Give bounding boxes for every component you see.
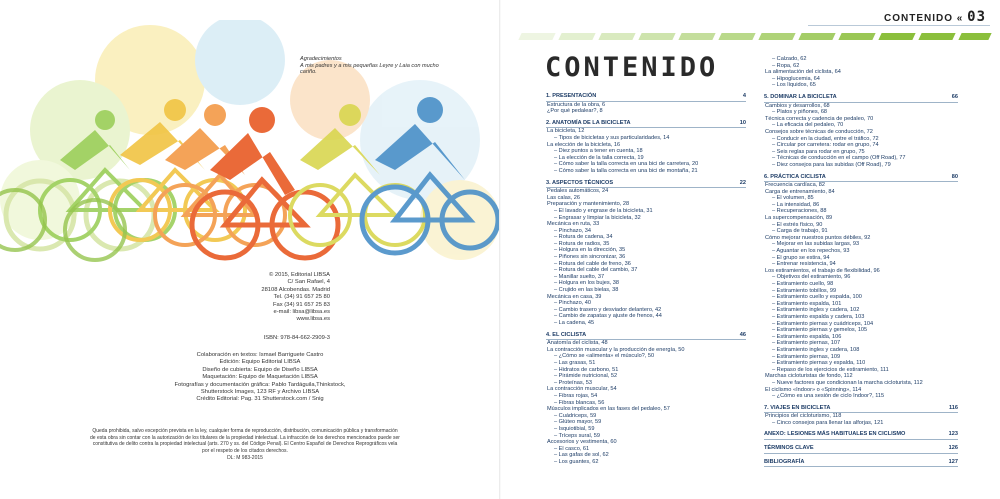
toc-section-heading	[764, 431, 958, 440]
header-separator: «	[956, 13, 964, 24]
toc-subentry: – Tipos de bicicletas y sus particularidades, 14	[546, 135, 746, 142]
toc-section-heading	[764, 405, 958, 414]
legal-notice	[90, 428, 400, 462]
toc-section-title: 6. PRÁCTICA CICLISTA	[764, 173, 826, 180]
toc-subentry: – Holgura en la dirección, 35	[546, 247, 746, 254]
running-header	[884, 9, 986, 25]
toc-column-2	[764, 56, 958, 467]
toc-entry: Mecánica en casa, 39	[547, 293, 602, 300]
toc-section-heading	[764, 174, 958, 183]
toc-subentry: – Glúteo mayor, 59	[546, 419, 746, 426]
isbn: ISBN: 978-84-662-2909-3	[263, 335, 330, 341]
credit-line: Diseño de cubierta: Equipo de Diseño LIBSA	[202, 366, 318, 373]
toc-subentry: – Cambio de zapatas y ajuste de frenos, 44	[546, 313, 746, 320]
toc-subentry: – Crujido en las bielas, 38	[546, 287, 746, 294]
toc-entry: Consejos sobre técnicas de conducción, 72	[765, 128, 873, 135]
toc-section-title: TÉRMINOS CLAVE	[764, 445, 814, 452]
toc-subentry: – Entrenar resistencia, 94	[764, 261, 958, 268]
toc-subentry: – Pinchazo, 34	[546, 228, 746, 235]
dedication	[300, 56, 450, 76]
toc-subentry: – La elección de la talla correcta, 19	[546, 155, 746, 162]
toc-subentry: – El estrés físico, 90	[764, 222, 958, 229]
toc-section-heading	[546, 93, 746, 102]
imprint-line: © 2015, Editorial LIBSA	[269, 272, 330, 278]
imprint-line: Tel. (34) 91 657 25 80	[273, 294, 330, 301]
toc-subentry: – Estiramiento espalda, 106	[764, 334, 958, 341]
toc-section-page: 22	[739, 179, 746, 186]
header-band-segment	[638, 33, 675, 40]
toc-entry: La bicicleta, 12	[547, 128, 585, 135]
credit-line: Edición: Equipo Editorial LIBSA	[219, 359, 301, 366]
toc-section-page: 46	[739, 331, 746, 338]
toc-subentry: – Recuperaciones, 88	[764, 208, 958, 215]
toc-entry: Técnica correcta y cadencia de pedaleo, 70	[765, 115, 874, 122]
toc-entry: Principios del cicloturismo, 118	[765, 413, 842, 420]
toc-section-title: 2. ANATOMÍA DE LA BICICLETA	[546, 119, 631, 126]
header-label: CONTENIDO	[884, 13, 954, 24]
toc-section-title: 4. EL CICLISTA	[546, 331, 587, 338]
toc-subentry: – Fibras rojas, 54	[546, 393, 746, 400]
toc-subentry: – Rotura de cadena, 34	[546, 234, 746, 241]
toc-section-heading	[546, 332, 746, 341]
toc-entry: Estructura de la obra, 6	[547, 101, 606, 108]
credit-line: Shutterstock Images, 123 RF y Archivo LIBSA	[200, 389, 320, 396]
header-band-segment	[758, 33, 795, 40]
toc-subentry: – Hidratos de carbono, 51	[546, 367, 746, 374]
toc-subentry: – Estiramiento ingles y cadera, 102	[764, 307, 958, 314]
toc-subentry: – Holgura en los bujes, 38	[546, 280, 746, 287]
toc-section-heading	[764, 459, 958, 468]
legal-dl: DL: M 983-2015	[227, 454, 263, 461]
toc-entry: Músculos implicados en las fases del pedaleo, 57	[547, 406, 670, 413]
toc-section-heading	[764, 445, 958, 454]
toc-section-page: 126	[948, 445, 958, 452]
toc-entry: Carga de entrenamiento, 84	[765, 188, 835, 195]
toc-section-title: BIBLIOGRAFÍA	[764, 458, 805, 465]
toc-entry: La contracción muscular, 54	[547, 386, 617, 393]
toc-subentry: – Estiramiento piernas, 109	[764, 354, 958, 361]
toc-column-1	[546, 93, 746, 465]
toc-section-title: 1. PRESENTACIÓN	[546, 93, 597, 99]
imprint-line: e-mail: libsa@libsa.es	[273, 309, 330, 316]
header-band-segment	[518, 33, 555, 40]
toc-subentry: – El lavado y engrase de la bicicleta, 31	[546, 208, 746, 215]
toc-section-title: ANEXO: LESIONES MÁS HABITUALES EN CICLISMO	[764, 431, 906, 438]
toc-entry: Las calas, 26	[547, 194, 580, 201]
toc-subentry: – Pinchazo, 40	[546, 300, 746, 307]
right-page	[500, 0, 1000, 499]
toc-subentry: – Estiramiento piernas y gemelos, 105	[764, 327, 958, 334]
toc-entry: El ciclismo «Indoor» o «Spinning», 114	[765, 386, 862, 393]
toc-subentry: – Estiramiento piernas y espalda, 110	[764, 360, 958, 367]
toc-subentry: – Pirámide nutricional, 52	[546, 373, 746, 380]
toc-subentry: – Las grasas, 51	[546, 360, 746, 367]
toc-subentry: – Nueve factores que condicionan la marcha cicloturista, 112	[764, 380, 958, 387]
toc-subentry: – El casco, 61	[546, 446, 746, 453]
toc-section-page: 116	[948, 404, 958, 411]
toc-section-page: 80	[951, 173, 958, 180]
toc-subentry: – La cadena, 45	[546, 320, 746, 327]
toc-entry: La contracción muscular y la producción de energía, 50	[547, 346, 685, 353]
toc-entry: Marchas cicloturistas de fondo, 112	[765, 373, 853, 380]
toc-subentry: – Cómo saber la talla correcta en una bici de montaña, 21	[546, 168, 746, 175]
toc-subentry: – Fibras blancas, 56	[546, 400, 746, 407]
toc-subentry: – Cuádriceps, 59	[546, 413, 746, 420]
toc-subentry: – ¿Cómo es una sesión de ciclo Indoor?, 115	[764, 393, 958, 400]
toc-subentry: – ¿Cómo se «alimenta» el músculo?, 50	[546, 353, 746, 360]
toc-subentry: – Diez puntos a tener en cuenta, 18	[546, 148, 746, 155]
toc-subentry: – Los líquidos, 65	[764, 82, 958, 89]
toc-entry: Mecánica en ruta, 33	[547, 221, 600, 228]
toc-entry: ¿Por qué pedalear?, 8	[547, 108, 603, 115]
toc-subentry: – Rotura del cable del cambio, 37	[546, 267, 746, 274]
header-band-segment	[678, 33, 715, 40]
header-band-segment	[838, 33, 875, 40]
toc-subentry: – Isquiotibial, 59	[546, 426, 746, 433]
toc-subentry: – Estiramiento espalda y cadera, 103	[764, 314, 958, 321]
toc-subentry: – Circular por carretera: rodar en grupo, 74	[764, 142, 958, 149]
credit-line: Colaboración en textos: Ismael Barriguete Castro	[196, 352, 324, 358]
toc-subentry: – El grupo se estira, 94	[764, 255, 958, 262]
toc-entry: La supercompensación, 89	[765, 215, 833, 222]
toc-section-heading	[764, 94, 958, 103]
toc-subentry: – Manillar suelto, 37	[546, 274, 746, 281]
toc-entry: Anatomía del ciclista, 48	[547, 340, 608, 347]
toc-entry: La alimentación del ciclista, 64	[765, 69, 841, 76]
header-band-segment	[798, 33, 835, 40]
toc-subentry: – Las gafas de sol, 62	[546, 452, 746, 459]
toc-section-title: 7. VIAJES EN BICICLETA	[764, 404, 831, 411]
header-band-segment	[878, 33, 915, 40]
header-band-segment	[958, 33, 991, 40]
header-band-segment	[558, 33, 595, 40]
toc-section-title: 3. ASPECTOS TÉCNICOS	[546, 179, 614, 186]
toc-entry: La elección de la bicicleta, 16	[547, 141, 621, 148]
toc-subentry: – Conducir en la ciudad, entre el tráfico, 72	[764, 136, 958, 143]
credits-block	[150, 352, 370, 404]
imprint-line: 28108 Alcobendas. Madrid	[261, 286, 330, 293]
page-title: CONTENIDO	[545, 52, 719, 83]
toc-section-title: 5. DOMINAR LA BICICLETA	[764, 93, 837, 100]
toc-subentry: – Cinco consejos para llenar las alforjas, 121	[764, 420, 958, 427]
legal-text: Queda prohibida, salvo excepción prevista en la ley, cualquier forma de reproducción, distribución, comunicación pública y transformación de esta obra sin contar con la autorización de los titulares de la propiedad intelectual. La infracción de los derechos mencionados puede ser constitutiva de delito contra la propiedad intelectual (arts. 270 y ss. del Código Penal). El Centro Español de Derechos Reprográficos vela por el respeto de los citados derechos.	[90, 428, 400, 455]
toc-subentry: – Engrasar y limpiar la bicicleta, 32	[546, 215, 746, 222]
toc-subentry: – La intensidad, 86	[764, 202, 958, 209]
toc-section-page: 4	[742, 93, 746, 99]
credit-line: Fotografías y documentación gráfica: Pablo Tardáguila,Thinkstock,	[174, 381, 346, 388]
toc-subentry: – La eficacia del pedaleo, 70	[764, 122, 958, 129]
toc-subentry: – Técnicas de conducción en el campo (Off Road), 77	[764, 155, 958, 162]
toc-subentry: – Estiramiento piernas y cuádriceps, 104	[764, 321, 958, 328]
toc-subentry: – Mejorar en las subidas largas, 93	[764, 241, 958, 248]
page-number: 03	[967, 9, 986, 25]
header-band-segment	[718, 33, 755, 40]
toc-subentry: – Estiramiento tobillos, 99	[764, 288, 958, 295]
toc-section-heading	[546, 180, 746, 189]
toc-subentry: – Estiramiento espalda, 101	[764, 301, 958, 308]
toc-subentry: – Ropa, 62	[764, 63, 958, 70]
toc-subentry: – Piñones sin sincronizar, 36	[546, 254, 746, 261]
toc-entry: Los estiramientos, el trabajo de flexibilidad, 96	[765, 267, 880, 274]
credit-line: Maquetación: Equipo de Maquetación LIBSA	[202, 374, 318, 381]
toc-section-page: 123	[948, 431, 958, 438]
dedication-text: A mis padres y a mis pequeñas Leyre y Laia con mucho cariño.	[300, 62, 439, 76]
toc-entry: Accesorios y vestimenta, 60	[547, 439, 617, 446]
toc-entry: Preparación y mantenimiento, 28	[547, 201, 630, 208]
toc-section-heading	[546, 120, 746, 129]
toc-subentry: – Cómo saber la talla correcta en una bici de carretera, 20	[546, 161, 746, 168]
toc-subentry: – Platos y piñones, 68	[764, 109, 958, 116]
imprint-block	[190, 272, 330, 324]
toc-subentry: – Estiramiento cuello, 98	[764, 281, 958, 288]
toc-section-page: 66	[951, 93, 958, 100]
toc-subentry: – Diez consejos para las subidas (Off Road), 79	[764, 162, 958, 169]
toc-section-page: 127	[948, 458, 958, 465]
toc-subentry: – Proteínas, 53	[546, 380, 746, 387]
imprint-line: Fax (34) 91 657 25 83	[272, 301, 330, 308]
toc-subentry: – Calzado, 62	[764, 56, 958, 63]
toc-subentry: – Aguantar en los repechos, 93	[764, 248, 958, 255]
toc-subentry: – Estiramiento piernas, 107	[764, 340, 958, 347]
toc-entry: Frecuencia cardíaca, 82	[765, 182, 826, 189]
toc-entry: Cómo mejorar nuestros puntos débiles, 92	[765, 234, 871, 241]
imprint-line: www.libsa.es	[296, 316, 330, 323]
toc-subentry: – Hipoglucemia, 64	[764, 76, 958, 83]
toc-subentry: – Rotura de radios, 35	[546, 241, 746, 248]
toc-subentry: – Cambio trasero y desviador delantero, 42	[546, 307, 746, 314]
toc-entry: Cambios y desarrollos, 68	[765, 102, 830, 109]
toc-subentry: – Carga de trabajo, 91	[764, 228, 958, 235]
imprint-line: C/ San Rafael, 4	[287, 279, 330, 286]
toc-subentry: – Estiramiento cuello y espalda, 100	[764, 294, 958, 301]
dedication-title: Agradecimientos	[300, 56, 342, 62]
toc-subentry: – Objetivos del estiramiento, 96	[764, 274, 958, 281]
header-band-segment	[918, 33, 955, 40]
toc-subentry: – Tríceps sural, 59	[546, 433, 746, 440]
header-band-segment	[598, 33, 635, 40]
header-rule	[808, 25, 990, 26]
toc-subentry: – Repaso de los ejercicios de estiramiento, 111	[764, 367, 958, 374]
credit-line: Crédito Editorial: Pag. 31 Shutterstock.com / Snig	[196, 396, 324, 403]
toc-subentry: – Rotura del cable de freno, 36	[546, 261, 746, 268]
toc-section-page: 10	[739, 119, 746, 126]
toc-subentry: – Los guantes, 62	[546, 459, 746, 466]
toc-subentry: – Estiramiento ingles y cadera, 108	[764, 347, 958, 354]
toc-subentry: – El volumen, 85	[764, 195, 958, 202]
toc-subentry: – Seis reglas para rodar en grupo, 75	[764, 149, 958, 156]
toc-entry: Pedales automáticos, 24	[547, 188, 609, 195]
